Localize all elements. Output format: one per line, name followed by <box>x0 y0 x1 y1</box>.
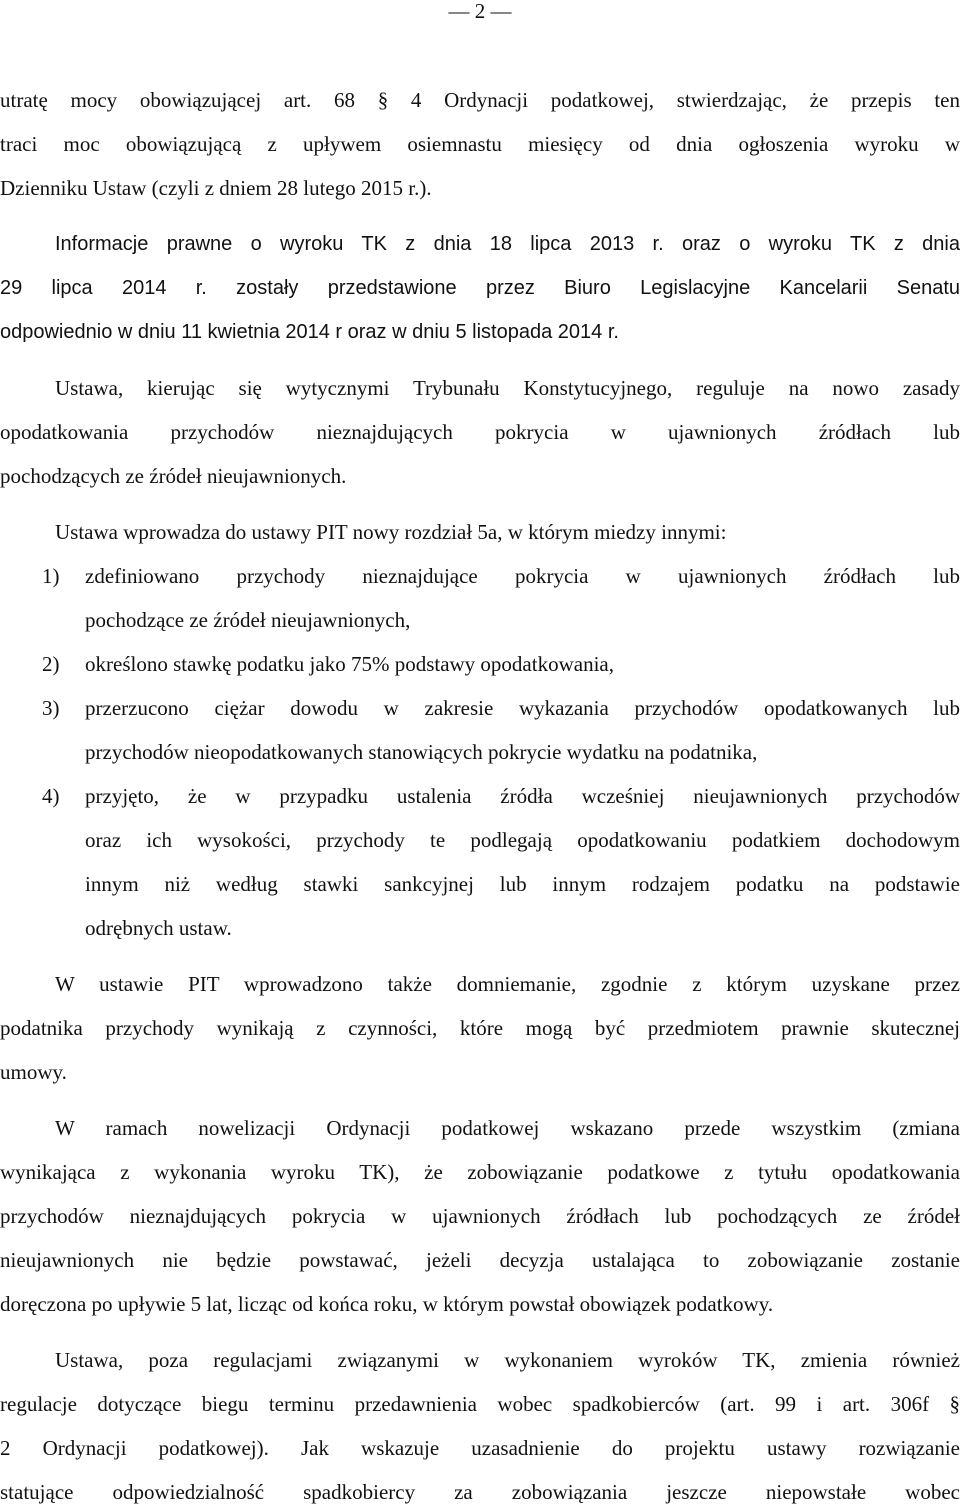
page-number: 2 <box>474 0 486 23</box>
paragraph-5-line-2: podatnika przychody wynikają z czynności, które mogą być przedmiotem prawnie skutecznej <box>0 1016 960 1040</box>
list-item-1-line-1 <box>0 563 960 589</box>
paragraph-1-line-1: utratę mocy obowiązującej art. 68 § 4 Ordynacji podatkowej, stwierdzając, że przepis ten <box>0 88 960 112</box>
list-item-4-text: przyjęto, że w przypadku ustalenia źródła wcześniej nieujawnionych przychodów <box>85 784 960 808</box>
page-number-header: — 2 — <box>448 0 512 23</box>
list-item-2-number: 2) <box>42 652 60 676</box>
paragraph-2-line-2: 29 lipca 2014 r. zostały przedstawione przez Biuro Legislacyjne Kancelarii Senatu <box>0 277 960 299</box>
paragraph-2-line-3: odpowiednio w dniu 11 kwietnia 2014 r oraz w dniu 5 listopada 2014 r. <box>0 321 619 343</box>
list-item-3-line-1 <box>0 695 960 721</box>
list-item-1-text: zdefiniowano przychody nieznajdujące pokrycia w ujawnionych źródłach lub <box>85 564 960 588</box>
paragraph-5-line-1: W ustawie PIT wprowadzono także domniemanie, zgodnie z którym uzyskane przez <box>55 972 960 996</box>
paragraph-6-line-5: doręczona po upływie 5 lat, licząc od końca roku, w którym powstał obowiązek podatkowy. <box>0 1292 774 1316</box>
paragraph-7-line-1: Ustawa, poza regulacjami związanymi w wykonaniem wyroków TK, zmienia również <box>55 1348 960 1372</box>
paragraph-3-line-1: Ustawa, kierując się wytycznymi Trybunału Konstytucyjnego, reguluje na nowo zasady <box>55 376 960 400</box>
paragraph-6-line-1: W ramach nowelizacji Ordynacji podatkowej wskazano przede wszystkim (zmiana <box>55 1116 960 1140</box>
list-item-2-line-1 <box>0 651 960 677</box>
paragraph-3-line-3: pochodzących ze źródeł nieujawnionych. <box>0 464 347 488</box>
paragraph-7-line-2: regulacje dotyczące biegu terminu przedawnienia wobec spadkobierców (art. 99 i art. 306f § <box>0 1392 960 1416</box>
paragraph-2-line-1: Informacje prawne o wyroku TK z dnia 18 lipca 2013 r. oraz o wyroku TK z dnia <box>55 233 960 255</box>
list-item-4-line-1 <box>0 783 960 809</box>
list-item-4-line-3: innym niż według stawki sankcyjnej lub innym rodzajem podatku na podstawie <box>85 872 960 896</box>
list-item-4-line-2: oraz ich wysokości, przychody te podlegają opodatkowaniu podatkiem dochodowym <box>85 828 960 852</box>
paragraph-6-line-3: przychodów nieznajdujących pokrycia w ujawnionych źródłach lub pochodzących ze źródeł <box>0 1204 960 1228</box>
list-item-2-text: określono stawkę podatku jako 75% podstawy opodatkowania, <box>85 652 614 676</box>
list-item-4-line-4: odrębnych ustaw. <box>85 916 232 940</box>
paragraph-6-line-2: wynikająca z wykonania wyroku TK), że zobowiązanie podatkowe z tytułu opodatkowania <box>0 1160 960 1184</box>
list-item-3-text: przerzucono ciężar dowodu w zakresie wykazania przychodów opodatkowanych lub <box>85 696 960 720</box>
list-item-3-line-2: przychodów nieopodatkowanych stanowiących pokrycie wydatku na podatnika, <box>85 740 758 764</box>
paragraph-7-line-3: 2 Ordynacji podatkowej). Jak wskazuje uzasadnienie do projektu ustawy rozwiązanie <box>0 1436 960 1460</box>
list-item-3-number: 3) <box>42 696 60 720</box>
paragraph-1-line-3: Dzienniku Ustaw (czyli z dniem 28 lutego 2015 r.). <box>0 176 432 200</box>
list-item-1-line-2: pochodzące ze źródeł nieujawnionych, <box>85 608 411 632</box>
paragraph-6-line-4: nieujawnionych nie będzie powstawać, jeżeli decyzja ustalająca to zobowiązanie zostanie <box>0 1248 960 1272</box>
list-item-1-number: 1) <box>42 564 60 588</box>
paragraph-1-line-2: traci moc obowiązującą z upływem osiemnastu miesięcy od dnia ogłoszenia wyroku w <box>0 132 960 156</box>
paragraph-5-line-3: umowy. <box>0 1060 67 1084</box>
list-item-4-number: 4) <box>42 784 60 808</box>
paragraph-7-line-4: statujące odpowiedzialność spadkobiercy za zobowiązania jeszcze niepowstałe wobec <box>0 1480 960 1504</box>
paragraph-4-intro: Ustawa wprowadza do ustawy PIT nowy rozdział 5a, w którym miedzy innymi: <box>55 520 727 544</box>
paragraph-3-line-2: opodatkowania przychodów nieznajdujących pokrycia w ujawnionych źródłach lub <box>0 420 960 444</box>
